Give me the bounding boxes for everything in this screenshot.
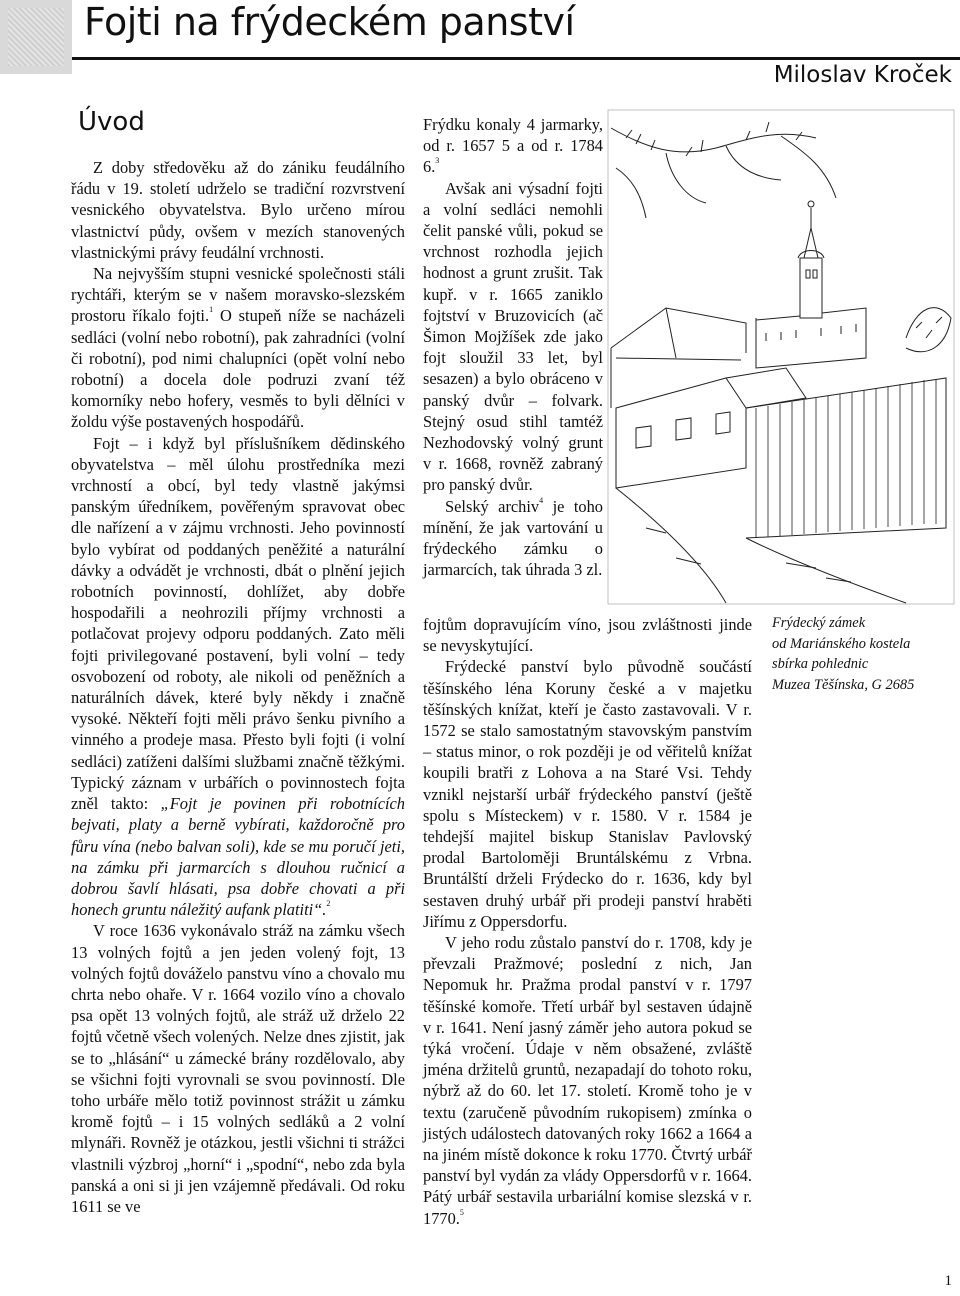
image-caption [772, 613, 952, 695]
text-run: V jeho rodu zůstalo panství do r. 1708, kdy je převzali Pražmové; poslední z nich, Jan Nepomuk hr. Pražma prodal panství v r. 1797 těšínské komoře. Třetí urbář byl sestaven údajně v r. 1641. Není jasný záměr jeho autora pokud se týká vročení. Údaje v něm obsažené, zvláště jména držitelů gruntů, nezapadají do tohoto roku, nýbrž až do 60. let 17. století. Kromě toho je v textu (zaručeně původním rukopisem) zmínka o jistých událostech datovaných roky 1662 a 1664 a na jiném místě dokonce k roku 1770. Čtvrtý urbář panství byl vydán za vlády Oppersdorfů v r. 1664. Pátý urbář sestavila urbariální komise slezská v r. 1770. [423, 933, 752, 1228]
paragraph [423, 114, 603, 178]
paragraph: V roce 1636 vykonávalo stráž na zámku všech 13 volných fojtů a jen jeden volený fojt, 13 volných fojtů dováželo panstvu víno a chovalo mu chrta nebo ohaře. V r. 1664 vozilo víno a chovalo psa opět 13 volných fojtů, ale stráž už drželo 22 fojtů včetně všech volených. Nelze dnes zjistit, jak se to „hlásání“ u zámecké brány rozdělovalo, aby se všichni fojti vyrovnali se svou povinností. Dle toho urbáře mělo totiž povinnost strážit u zámku kromě fojtů – i 15 volných sedláků a 2 volní mlynáři. Rovněž je otázkou, jestli všichni ti strážci vlastnili výzbroj „horní“ i „spodní“, nebo zda byla panská a oni si ji jen vzájemně předávali. Od roku 1611 se ve [71, 921, 405, 1216]
corner-ornament [0, 0, 72, 74]
title-rule [72, 57, 960, 60]
footnote-ref: 5 [459, 1207, 464, 1217]
caption-line: Frýdecký zámek [772, 615, 866, 631]
footnote-ref: 1 [209, 305, 214, 315]
paragraph: fojtům dopravujícím víno, jsou zvláštnosti jinde se nevyskytující. [423, 615, 752, 656]
author-name: Miloslav Kroček [773, 62, 952, 88]
footnote-ref: 2 [326, 899, 331, 909]
caption-line: sbírka pohlednic [772, 656, 869, 672]
paragraph [71, 263, 405, 433]
castle-sketch-illustration [606, 108, 956, 606]
footnote-ref: 4 [539, 495, 544, 505]
text-run: Na nejvyšším stupni vesnické společnosti stáli rychtáři, kterým se v našem moravsko-slezském prostoru říkalo fojti. [71, 264, 405, 326]
column-1 [71, 157, 405, 1217]
text-run: Frýdku konaly 4 jarmarky, od r. 1657 5 a od r. 1784 6. [423, 115, 603, 177]
text-run: je toho mínění, že jak vartování u frýdeckého zámku o jarmarcích, tak úhrada 3 zl. [423, 496, 603, 580]
paragraph: Frýdecké panství bylo původně součástí těšínského léna Koruny české a v majetku těšínských knížat, kteří je často zastavovali. V r. 1572 se stalo samostatným stavovským panstvím – status minor, o rok později je od věřitelů knížat koupili bratři z Lohova a na Staré Vsi. Tehdy vznikl nejstarší urbář frýdeckého panství (ještě spolu s Místeckem) v r. 1580. V r. 1584 je tehdejší majitel biskup Stanislav Pavlovský prodal Bartoloměji Bruntálskému z Vrbna. Bruntálští drželi Frýdecko do r. 1636, kdy byl sestaven druhý urbář při prodeji panství hraběti Jiřímu z Oppersdorfu. [423, 657, 752, 931]
paragraph: Z doby středověku až do zániku feudálního řádu v 19. století udrželo se tradiční rozvrstvení vesnického obyvatelstva. Bylo určeno mírou vlastnictví půdy, ovšem v mezích stanovených vlastnickými právy feudální vrchnosti. [71, 158, 405, 262]
caption-line: Muzea Těšínska, G 2685 [772, 676, 915, 693]
paragraph [423, 932, 752, 1229]
paragraph: Avšak ani výsadní fojti a volní sedláci nemohli čelit panské vůli, pokud se vrchnost rozhodla jejich hodnost a grunt zrušit. Tak kupř. v r. 1665 zaniklo fojtství v Bruzovicích (ač Šimon Mojžíšek zde jako fojt sloužil 33 let, byl sesazen) a bylo obráceno v panský dvůr – folvark. Stejný osud stihl tamtéž Nezhodovský volný grunt v r. 1668, rovněž zabraný pro panský dvůr. [423, 178, 603, 495]
text-run: Fojt – i když byl příslušníkem dědinského obyvatelstva – měl úlohu prostředníka mezi vrchností a obcí, byl tedy vlastně jakýmsi panským úředníkem, pověřeným spravovat obec dle nařízení a v zájmu vrchnosti. Jeho povinností bylo vybírat od poddaných peněžité a naturální dávky a odvádět je vrchnosti, dbát o plnění jejich robotních povinností, dohlížet, aby dobře hospodařili a neohrozili příjmy vrchnosti a potlačovat projevy odporu poddaných. Zato měli fojti privilegované postavení, byli volní – tedy osvobození od roboty, ale nikoli od peněžních a naturálních dávek, které byly někdy i značně vysoké. Někteří fojti měli právo šenku pivního a vinného a prodeje masa. Přesto byli fojti (i volní sedláci) zatíženi dalšími službami značně těžkými. Typický záznam v urbářích o povinnostech fojta zněl takto: [71, 433, 405, 814]
urbar-quote: „Fojt je povinen při robotnících bejvati, platy a berně vybírati, každoročně pro fůru vína (nebo balvan soli), kde se mu poručí jeti, na zámku při jarmarcích s dlouhou ručnicí a dobrou šavlí hlásati, psa dobře chovati a při honech gruntu náležitý aufank platiti“. [71, 794, 405, 920]
paragraph [71, 433, 405, 921]
page-number: 1 [944, 1273, 952, 1289]
page-title: Fojti na frýdeckém panství [84, 0, 575, 44]
section-heading: Úvod [78, 107, 145, 137]
caption-line: od Mariánského kostela [772, 635, 911, 652]
footnote-ref: 3 [435, 156, 440, 166]
column-3 [423, 614, 752, 1229]
text-run: Selský archiv [445, 496, 540, 516]
paragraph [423, 496, 603, 581]
column-2 [423, 114, 603, 580]
text-run: O stupeň níže se nacházeli sedláci (volní nebo robotní), pak zahradníci (volní či robotní), pod nimi chalupníci (opět volní nebo robotní) a docela dole podruzi zvaní též komorníky nebo hofery, vesměs to byli dělníci v žoldu výše postavených hospodářů. [71, 306, 405, 432]
